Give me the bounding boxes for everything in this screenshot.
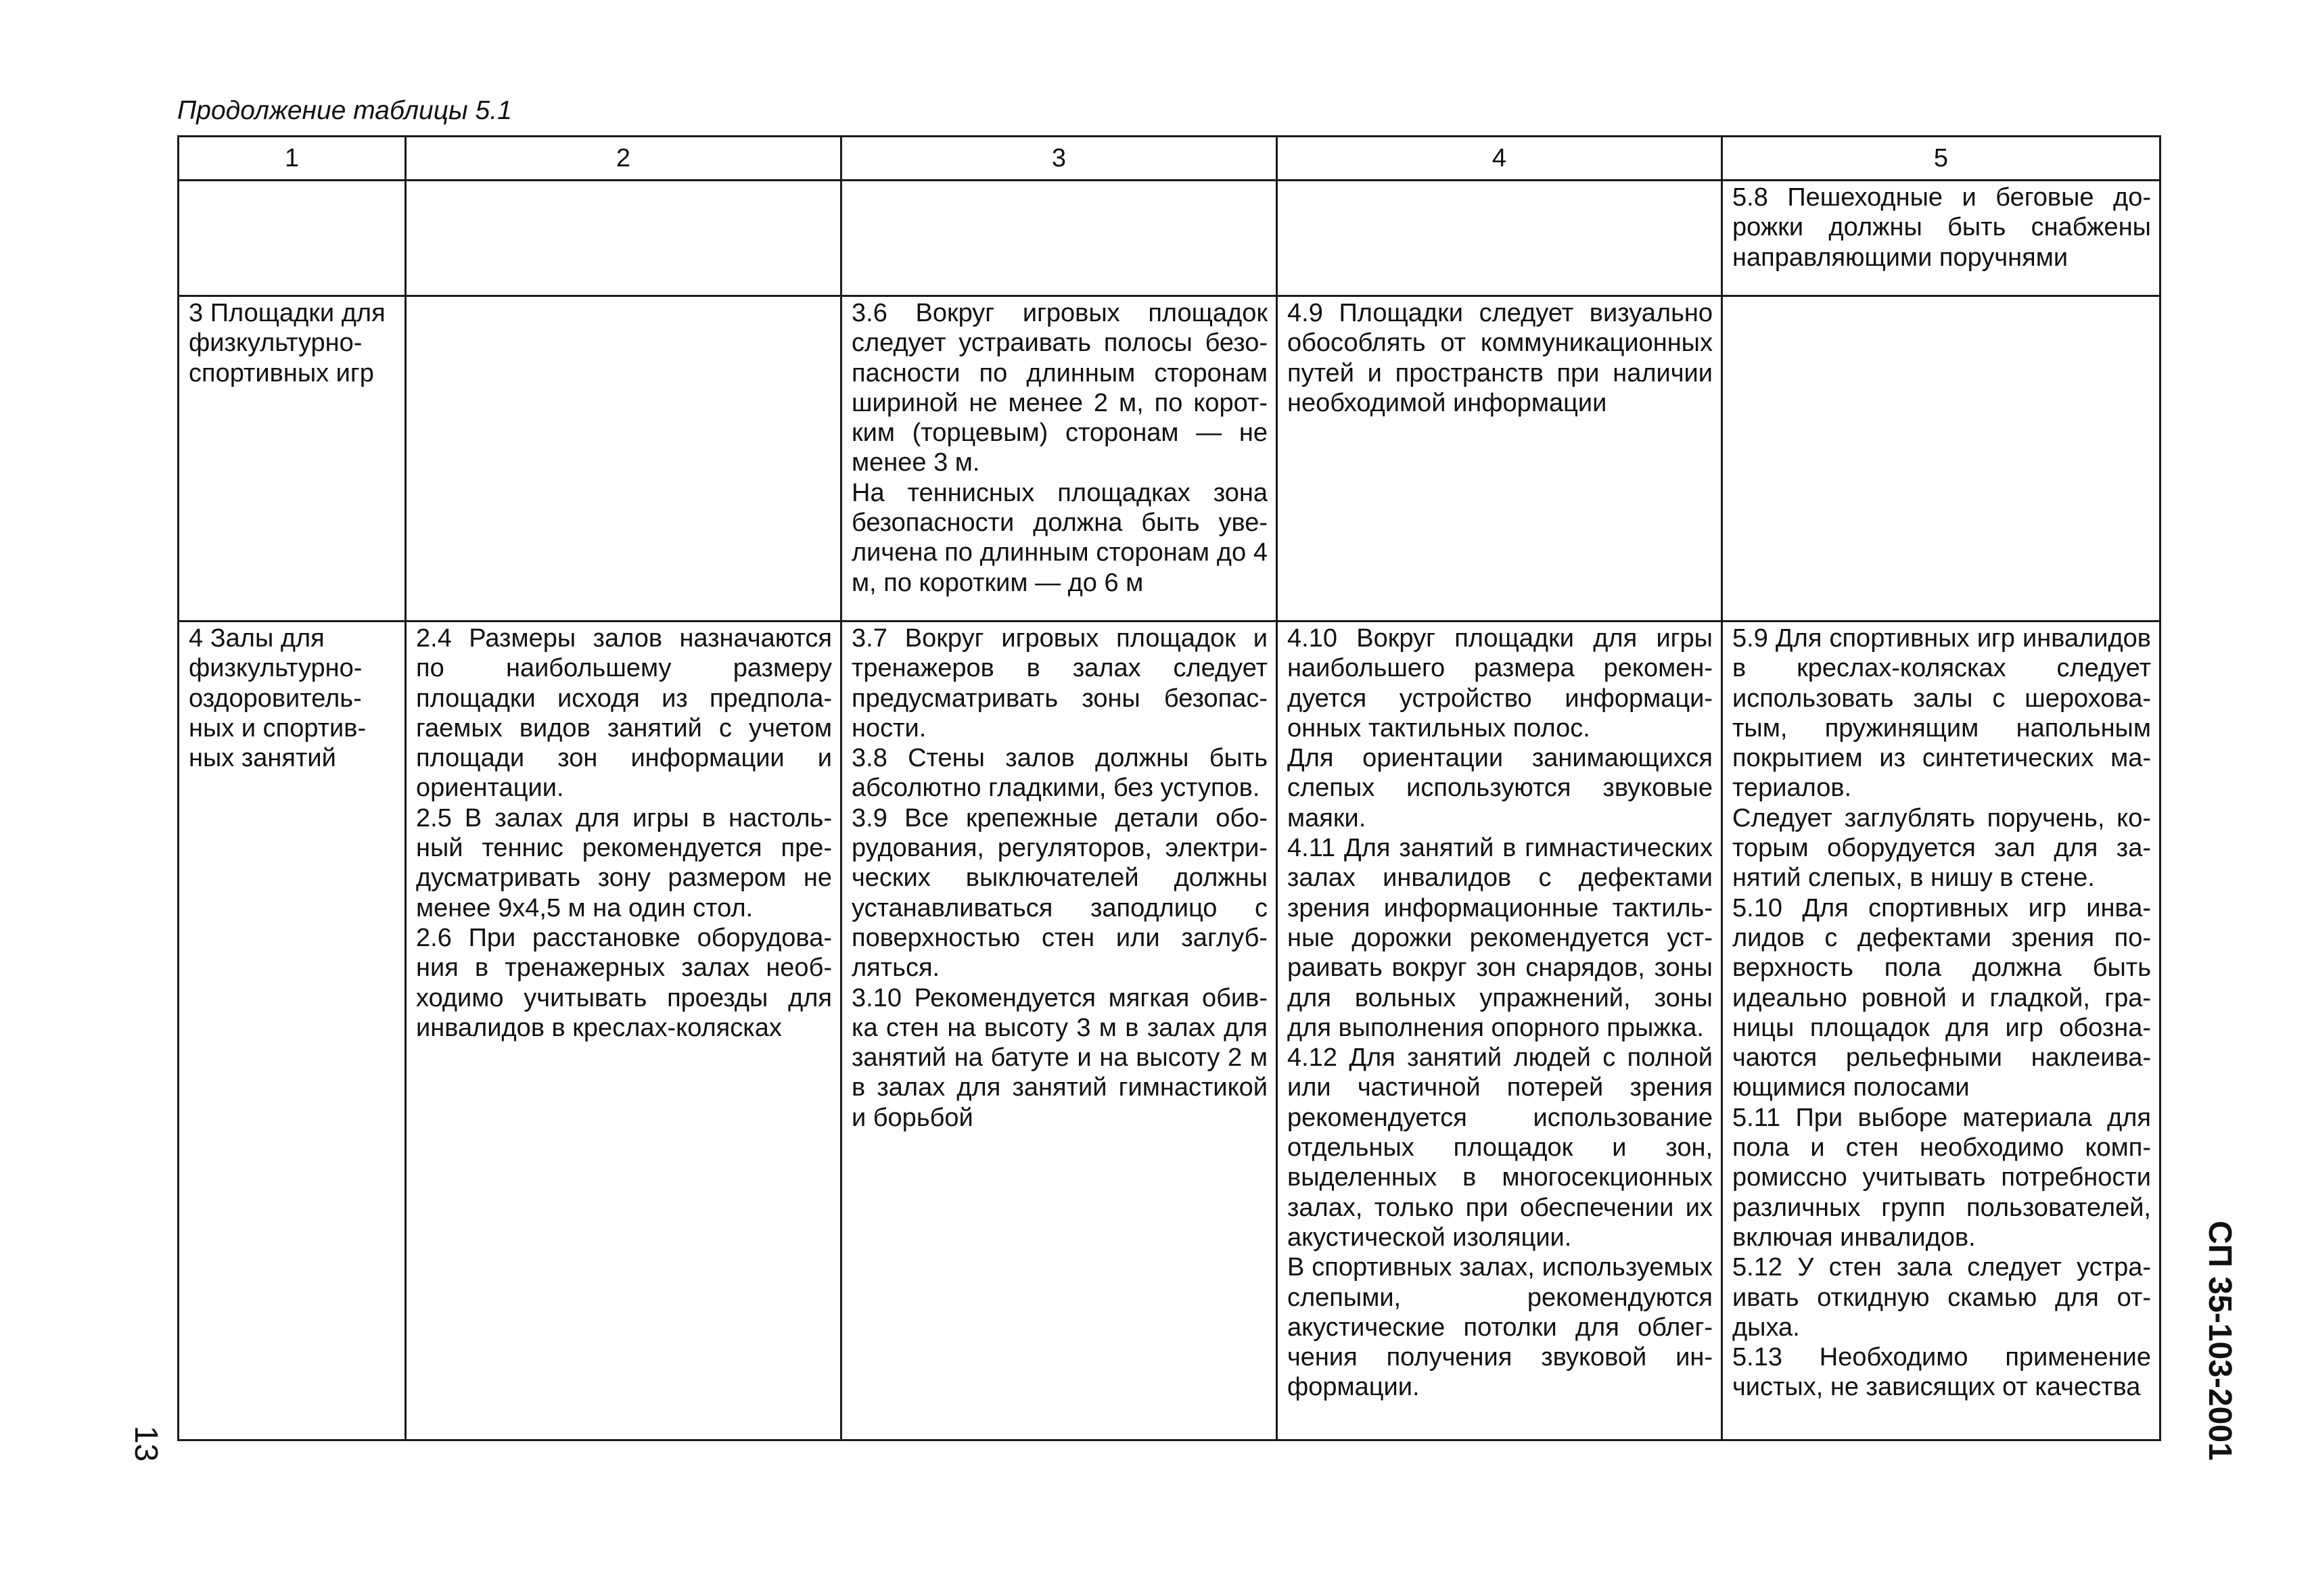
requirements-table (177, 135, 2161, 1441)
table-row (179, 181, 2160, 296)
column-header-2: 2 (406, 137, 841, 181)
cell-paragraph: 5.12 У стен зала следует устраивать откидную скамью для отдыха. (1732, 1253, 2151, 1342)
table-cell (841, 296, 1277, 621)
table-cell (1722, 296, 2160, 621)
cell-paragraph: 3.10 Рекомендуется мягкая обивка стен на высоту 3 м в залах для занятий на батуте и на высоту 2 м в залах для занятий гимнастикой и борьбой (852, 983, 1268, 1132)
column-header-4: 4 (1277, 137, 1722, 181)
cell-paragraph: 4.11 Для занятий в гимнастических залах инвалидов с дефектами зрения информационные тактильные дорожки рекомендуется устраивать вокруг зон снарядов, зоны для вольных упражнений, зоны для выполнения опорного прыжка. (1287, 834, 1713, 1042)
table-cell (1277, 296, 1722, 621)
cell-paragraph: 5.8 Пешеходные и беговые дорожки должны быть снабжены направляющими поручнями (1732, 183, 2151, 272)
cell-paragraph: 4.10 Вокруг площадки для игры наибольшего размера рекомендуется устройство информационных тактильных полос. (1287, 624, 1713, 743)
page-number: 13 (128, 1426, 164, 1462)
cell-paragraph: Для ориентации занимающихся слепых используются звуковые маяки. (1287, 744, 1713, 832)
table-caption: Продолжение таблицы 5.1 (177, 96, 512, 125)
table-cell (179, 621, 406, 1440)
table-cell (406, 181, 841, 296)
cell-paragraph: 5.13 Необходимо применение чистых, не зависящих от качества (1732, 1343, 2151, 1402)
table-cell (1277, 181, 1722, 296)
table-cell (1722, 181, 2160, 296)
cell-paragraph: 5.10 Для спортивных игр инвалидов с дефектами зрения поверхность пола должна быть идеально ровной и гладкой, границы площадок для игр обозначаются рельефными наклеивающимися полосами (1732, 893, 2151, 1102)
cell-paragraph: 4 Залы для физкультурно-оздоровительных и спортивных занятий (189, 624, 367, 773)
table-cell (1277, 621, 1722, 1440)
table-cell (179, 296, 406, 621)
cell-paragraph: На теннисных площадках зона безопасности должна быть увеличена по длинным сторонам до 4 м, по коротким — до 6 м (852, 478, 1268, 597)
document-code: СП 35-103-2001 (2202, 1220, 2238, 1461)
header-row (179, 137, 2160, 181)
table-cell (841, 621, 1277, 1440)
cell-paragraph: 3.7 Вокруг игровых площадок и тренажеров в залах следует предусматривать зоны безопасности. (852, 624, 1268, 743)
cell-paragraph: 5.11 При выборе материала для пола и стен необходимо компромиссно учитывать потребности различных групп пользователей, включая инвалидов. (1732, 1103, 2151, 1252)
cell-paragraph: Следует заглублять поручень, которым оборудуется зал для занятий слепых, в нишу в стене. (1732, 803, 2151, 893)
table-cell (1722, 621, 2160, 1440)
column-header-3: 3 (841, 137, 1277, 181)
cell-paragraph: 3.8 Стены залов должны быть абсолютно гладкими, без уступов. (852, 744, 1268, 803)
cell-paragraph: 4.9 Площадки следует визуально обособлять от коммуникационных путей и пространств при наличии необходимой информации (1287, 299, 1713, 417)
column-header-5: 5 (1722, 137, 2160, 181)
cell-paragraph: 2.6 При расстановке оборудования в тренажерных залах необходимо учитывать проезды для инвалидов в креслах-колясках (416, 923, 832, 1042)
cell-paragraph: 5.9 Для спортивных игр инвалидов в креслах-колясках следует использовать залы с шероховатым, пружинящим напольным покрытием из синтетических материалов. (1732, 624, 2151, 803)
table-cell (406, 621, 841, 1440)
table-row (179, 621, 2160, 1440)
table-cell (179, 181, 406, 296)
cell-paragraph: 3 Площадки для физкультурно-спортивных игр (189, 299, 386, 388)
column-header-1: 1 (179, 137, 406, 181)
table-cell (841, 181, 1277, 296)
cell-paragraph: В спортивных залах, используемых слепыми, рекомендуются акустические потолки для облегчения получения звуковой информации. (1287, 1253, 1713, 1402)
cell-paragraph: 4.12 Для занятий людей с полной или частичной потерей зрения рекомендуется использование отдельных площадок и зон, выделенных в многосекционных залах, только при обеспечении их акустической изоляции. (1287, 1043, 1713, 1252)
cell-paragraph: 2.4 Размеры залов назначаются по наибольшему размеру площадки исходя из предполагаемых видов занятий с учетом площади зон информации и ориентации. (416, 624, 832, 803)
cell-paragraph: 3.6 Вокруг игровых площадок следует устраивать полосы безопасности по длинным сторонам шириной не менее 2 м, по коротким (торцевым) сторонам — не менее 3 м. (852, 299, 1268, 477)
table-cell (406, 296, 841, 621)
cell-paragraph: 3.9 Все крепежные детали оборудования, регуляторов, электрических выключателей должны устанавливаться заподлицо с поверхностью стен или заглубляться. (852, 803, 1268, 983)
table-row (179, 296, 2160, 621)
cell-paragraph: 2.5 В залах для игры в настольный теннис рекомендуется предусматривать зону размером не менее 9x4,5 м на один стол. (416, 803, 832, 922)
